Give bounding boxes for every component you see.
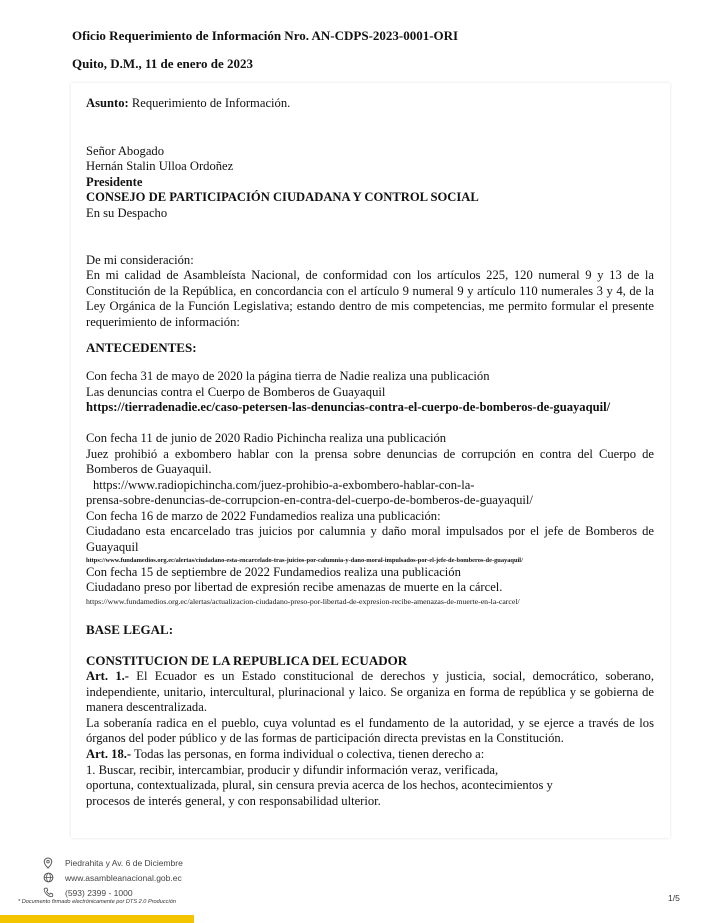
- intro-paragraph: En mi calidad de Asambleísta Nacional, de conformidad con los artículos 225, 120 numeral 9 y 13 de la Constitución de la República, en concordancia con el artículo 9 numeral 9 y artículo 110 numerales 3 y 4, de la Ley Orgánica de la Función Legislativa; estando dentro de mis competencias, me permito formular el presente requerimiento de información:: [86, 268, 654, 329]
- document-reference: Oficio Requerimiento de Información Nro. AN-CDPS-2023-0001-ORI: [72, 28, 459, 43]
- subject-text: Requerimiento de Información.: [128, 96, 291, 110]
- item1-line1: Con fecha 31 de mayo de 2020 la página tierra de Nadie realiza una publicación: [86, 369, 490, 384]
- item1-url[interactable]: https://tierradenadie.ec/caso-petersen-las-denuncias-contra-el-cuerpo-de-bomberos-de-guayaquil/: [86, 400, 611, 415]
- art18-line2: oportuna, contextualizada, plural, sin censura previa acerca de los hechos, acontecimientos y: [86, 778, 553, 793]
- page-number: 1/5: [668, 893, 680, 903]
- subject-line: [86, 96, 654, 112]
- art18-label: Art. 18.-: [86, 747, 132, 761]
- greeting: De mi consideración:: [86, 252, 194, 267]
- footer-accent-bar: [0, 915, 194, 923]
- constitution-heading: CONSTITUCION DE LA REPUBLICA DEL ECUADOR: [86, 653, 408, 669]
- item1-line2: Las denuncias contra el Cuerpo de Bomberos de Guayaquil: [86, 384, 386, 399]
- signature-note: * Documento firmado electrónicamente por DTS 2.0 Producción: [18, 899, 176, 905]
- art1-label: Art. 1.-: [86, 669, 129, 684]
- letter-content: [86, 96, 654, 809]
- footer-website-row: [42, 870, 342, 885]
- art1-paragraph-2: La soberanía radica en el pueblo, cuya voluntad es el fundamento de la autoridad, y se ejerce a través de los órganos del poder público y de las formas de participación directa previstas en la Constitución.: [86, 715, 654, 746]
- footer-website[interactable]: www.asambleanacional.gob.ec: [65, 872, 182, 883]
- art18-line3: procesos de interés general, y con responsabilidad ulterior.: [86, 793, 381, 808]
- location-pin-icon: [42, 857, 54, 869]
- art18-line1: 1. Buscar, recibir, intercambiar, producir y difundir información veraz, verificada,: [86, 762, 499, 777]
- subject-label: Asunto:: [86, 96, 129, 110]
- antecedentes-heading: ANTECEDENTES:: [86, 339, 197, 355]
- item4-line1: Con fecha 15 de septiembre de 2022 Fundamedios realiza una publicación: [86, 564, 461, 579]
- recipient-organization: CONSEJO DE PARTICIPACIÓN CIUDADANA Y CONTROL SOCIAL: [86, 190, 479, 205]
- globe-icon: [42, 872, 54, 884]
- footer-phone: (593) 2399 - 1000: [65, 887, 133, 898]
- document-date: Quito, D.M., 11 de enero de 2023: [72, 56, 254, 71]
- item2-url-part2[interactable]: prensa-sobre-denuncias-de-corrupcion-en-contra-del-cuerpo-de-bomberos-de-guayaquil/: [86, 493, 533, 508]
- recipient-title: Señor Abogado: [86, 143, 165, 158]
- phone-icon: [42, 887, 54, 899]
- recipient-name: Hernán Stalin Ulloa Ordoñez: [86, 159, 234, 174]
- item4-url[interactable]: https://www.fundamedios.org.ec/alertas/actualizacion-ciudadano-preso-por-libertad-de-expresion-recibe-amenazas-de-muerte-en-la-carcel/: [86, 596, 520, 606]
- art1-paragraph: [86, 669, 654, 716]
- item2-line2: Juez prohibió a exbombero hablar con la prensa sobre denuncias de corrupción en contra del Cuerpo de Bomberos de Guayaquil.: [86, 446, 654, 477]
- item3-url[interactable]: https://www.fundamedios.org.ec/alertas/ciudadano-esta-encarcelado-tras-juicios-por-calumnia-y-dano-moral-impulsados-por-el-jefe-de-bomberos-de-guayaquil/: [86, 556, 523, 564]
- footer-address-row: [42, 855, 342, 870]
- recipient-location: En su Despacho: [86, 205, 168, 220]
- footer-phone-row: [42, 885, 342, 900]
- art1-text: El Ecuador es un Estado constitucional de derechos y justicia, social, democrático, soberano, independiente, unitario, intercultural, plurinacional y laico. Se organiza en forma de república y se gobierna de manera descentralizada.: [86, 669, 654, 715]
- item3-line2: Ciudadano esta encarcelado tras juicios por calumnia y daño moral impulsados por el jefe de Bomberos de Guayaquil: [86, 524, 654, 555]
- item2-line1: Con fecha 11 de junio de 2020 Radio Pichincha realiza una publicación: [86, 430, 447, 445]
- art18-paragraph: [86, 747, 654, 763]
- item4-line2: Ciudadano preso por libertad de expresión recibe amenazas de muerte en la cárcel.: [86, 580, 503, 595]
- base-legal-heading: BASE LEGAL:: [86, 621, 174, 637]
- item3-line1: Con fecha 16 de marzo de 2022 Fundamedios realiza una publicación:: [86, 508, 441, 523]
- page-footer: [42, 855, 342, 900]
- recipient-role: Presidente: [86, 174, 143, 189]
- item2-url-part1[interactable]: https://www.radiopichincha.com/juez-prohibio-a-exbombero-hablar-con-la-: [93, 477, 475, 492]
- art18-text: Todas las personas, en forma individual o colectiva, tienen derecho a:: [131, 747, 485, 761]
- footer-address: Piedrahita y Av. 6 de Diciembre: [65, 857, 183, 868]
